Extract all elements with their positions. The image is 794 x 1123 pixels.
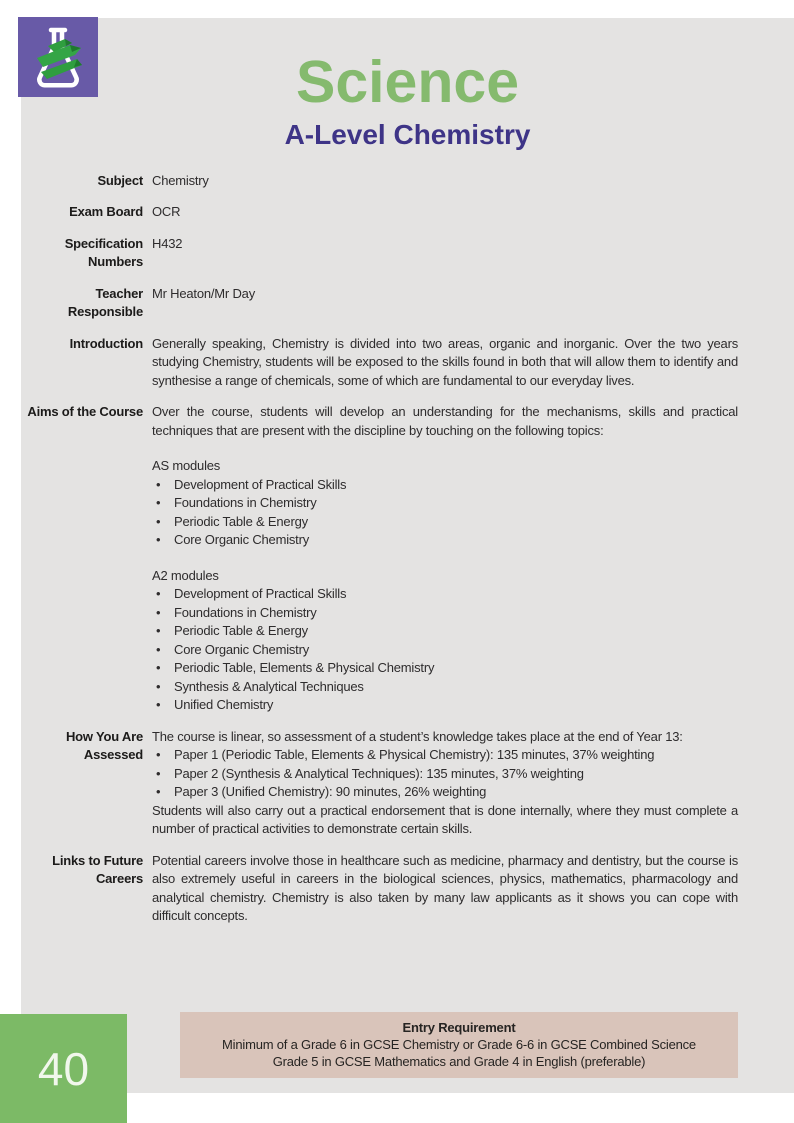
section-label: Aims of the Course [27, 404, 143, 420]
page [21, 18, 794, 1093]
section-content [152, 285, 738, 322]
entry-requirement-box [180, 1012, 738, 1078]
list-title: A2 modules [152, 567, 219, 583]
section-label: Exam Board [69, 204, 143, 220]
page-number-badge [0, 1014, 127, 1123]
paragraph: Mr Heaton/Mr Day [152, 285, 255, 301]
section-row [21, 852, 738, 926]
entry-requirement-title: Entry Requirement [402, 1020, 516, 1035]
paragraph: Chemistry [152, 172, 209, 188]
section-label: How You Are Assessed [65, 728, 143, 763]
list-item: • Paper 2 (Synthesis & Analytical Techniques): 135 minutes, 37% weighting [152, 765, 738, 784]
bullet-list [152, 476, 738, 550]
list-item: • Periodic Table & Energy [152, 622, 738, 641]
section-row [21, 285, 738, 322]
section-content [152, 335, 738, 391]
paragraph: Students will also carry out a practical endorsement that is done internally, where they must complete a number of practical activities to demonstrate certain skills. [152, 802, 738, 837]
section-content [152, 172, 738, 191]
module-list [152, 746, 738, 802]
section-row [21, 403, 738, 715]
school-logo [18, 17, 98, 97]
list-item: • Core Organic Chemistry [152, 641, 738, 660]
module-list [152, 457, 738, 550]
list-item: • Core Organic Chemistry [152, 531, 738, 550]
paragraph: OCR [152, 204, 181, 220]
section-row [21, 728, 738, 839]
section-row [21, 335, 738, 391]
section-content [152, 203, 738, 222]
paragraph: The course is linear, so assessment of a student’s knowledge takes place at the end of Year 13: [152, 728, 683, 744]
list-item: • Paper 1 (Periodic Table, Elements & Physical Chemistry): 135 minutes, 37% weighting [152, 746, 738, 765]
list-item: • Periodic Table, Elements & Physical Chemistry [152, 659, 738, 678]
section-content [152, 728, 738, 839]
paragraph: Generally speaking, Chemistry is divided into two areas, organic and inorganic. Over the two years studying Chemistry, students will be exposed to the skills found in both that will allow them to identify and synthesise a range of chemicals, some of which are fundamental to our everyday lives. [152, 335, 738, 388]
section-label: Introduction [69, 335, 143, 351]
page-number: 40 [37, 1042, 90, 1095]
bullet-list [152, 746, 738, 802]
section-content [152, 852, 738, 926]
list-title: AS modules [152, 458, 221, 474]
list-item: • Unified Chemistry [152, 696, 738, 715]
bullet-list [152, 585, 738, 715]
section-content [152, 235, 738, 272]
list-item: • Development of Practical Skills [152, 476, 738, 495]
sections [21, 172, 794, 926]
list-item: • Synthesis & Analytical Techniques [152, 678, 738, 697]
page-subtitle: A-Level Chemistry [284, 118, 531, 150]
section-row [21, 172, 738, 191]
list-item: • Periodic Table & Energy [152, 513, 738, 532]
page-title: Science [295, 49, 520, 115]
section-label: Subject [97, 172, 143, 188]
section-label: Teacher Responsible [67, 285, 143, 320]
module-list [152, 567, 738, 715]
entry-requirement-line-1: Minimum of a Grade 6 in GCSE Chemistry or Grade 6-6 in GCSE Combined Science [222, 1036, 696, 1052]
list-item: • Development of Practical Skills [152, 585, 738, 604]
paragraph: Potential careers involve those in healthcare such as medicine, pharmacy and dentistry, but the course is also extremely useful in careers in the biological sciences, physics, mathematics, pharmacology and analytical chemistry. Chemistry is also taken by many law applicants as it shows you can cope with difficult concepts. [152, 852, 738, 924]
paragraph: Over the course, students will develop an understanding for the mechanisms, skills and practical techniques that are present with the discipline by touching on the following topics: [152, 404, 738, 438]
section-content [152, 403, 738, 715]
section-row [21, 235, 738, 272]
section-label: Specification Numbers [64, 235, 143, 270]
entry-requirement-line-2: Grade 5 in GCSE Mathematics and Grade 4 in English (preferable) [272, 1053, 646, 1069]
list-item: • Foundations in Chemistry [152, 604, 738, 623]
section-row [21, 203, 738, 222]
section-label: Links to Future Careers [52, 852, 143, 887]
list-item: • Paper 3 (Unified Chemistry): 90 minutes, 26% weighting [152, 783, 738, 802]
paragraph: H432 [152, 235, 183, 251]
flask-icon [18, 17, 98, 97]
list-item: • Foundations in Chemistry [152, 494, 738, 513]
